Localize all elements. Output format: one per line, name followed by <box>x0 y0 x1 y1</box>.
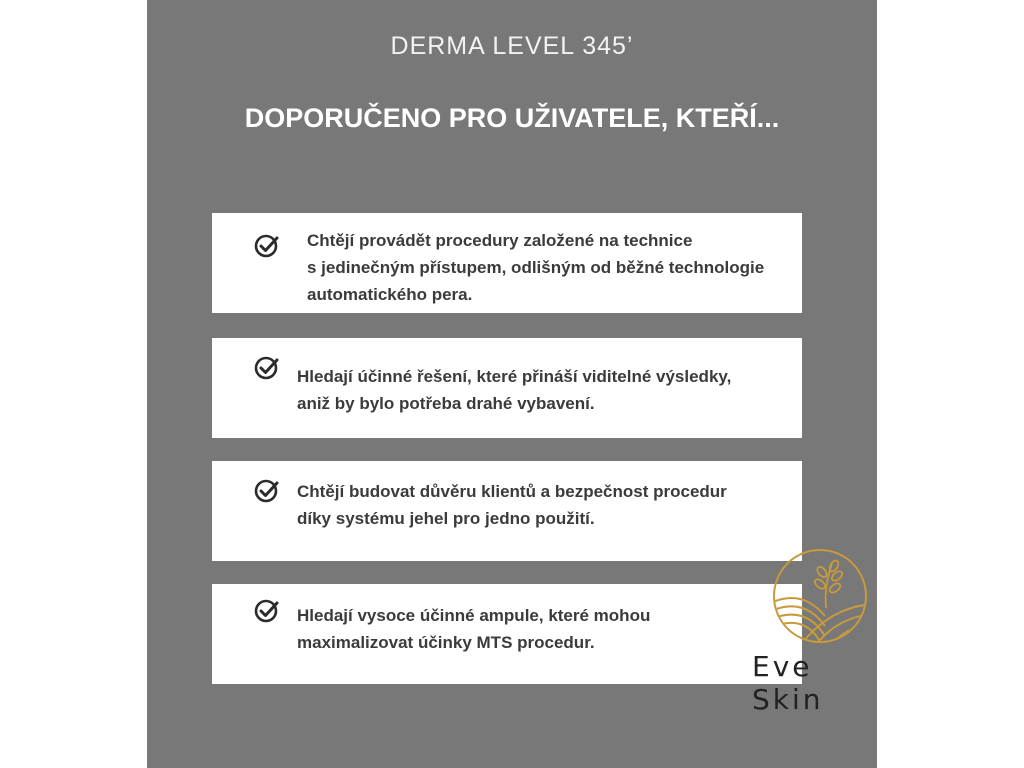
benefit-card <box>212 584 802 684</box>
benefit-card <box>212 461 802 561</box>
brand-title: DERMA LEVEL 345’ <box>390 32 634 60</box>
check-circle-icon <box>254 598 280 624</box>
check-circle-icon <box>254 233 280 259</box>
check-circle-icon <box>254 478 280 504</box>
benefit-text: Chtějí budovat důvěru klientů a bezpečnost procedur díky systému jehel pro jedno použití. <box>297 482 727 528</box>
eve-skin-logo-icon <box>770 546 870 646</box>
check-circle-icon <box>254 355 280 381</box>
benefit-text: Chtějí provádět procedury založené na technice s jedinečným přístupem, odlišným od běžné technologie automatického pera. <box>307 231 765 304</box>
headline: DOPORUČENO PRO UŽIVATELE, KTEŘÍ... <box>244 103 780 133</box>
benefit-card <box>212 338 802 438</box>
benefit-text: Hledají vysoce účinné ampule, které mohou maximalizovat účinky MTS procedur. <box>297 606 651 652</box>
logo-wordmark: Eve Skin <box>752 650 824 716</box>
benefit-text: Hledají účinné řešení, které přináší viditelné výsledky, aniž by bylo potřeba drahé vybavení. <box>297 367 732 413</box>
benefit-card <box>212 213 802 313</box>
